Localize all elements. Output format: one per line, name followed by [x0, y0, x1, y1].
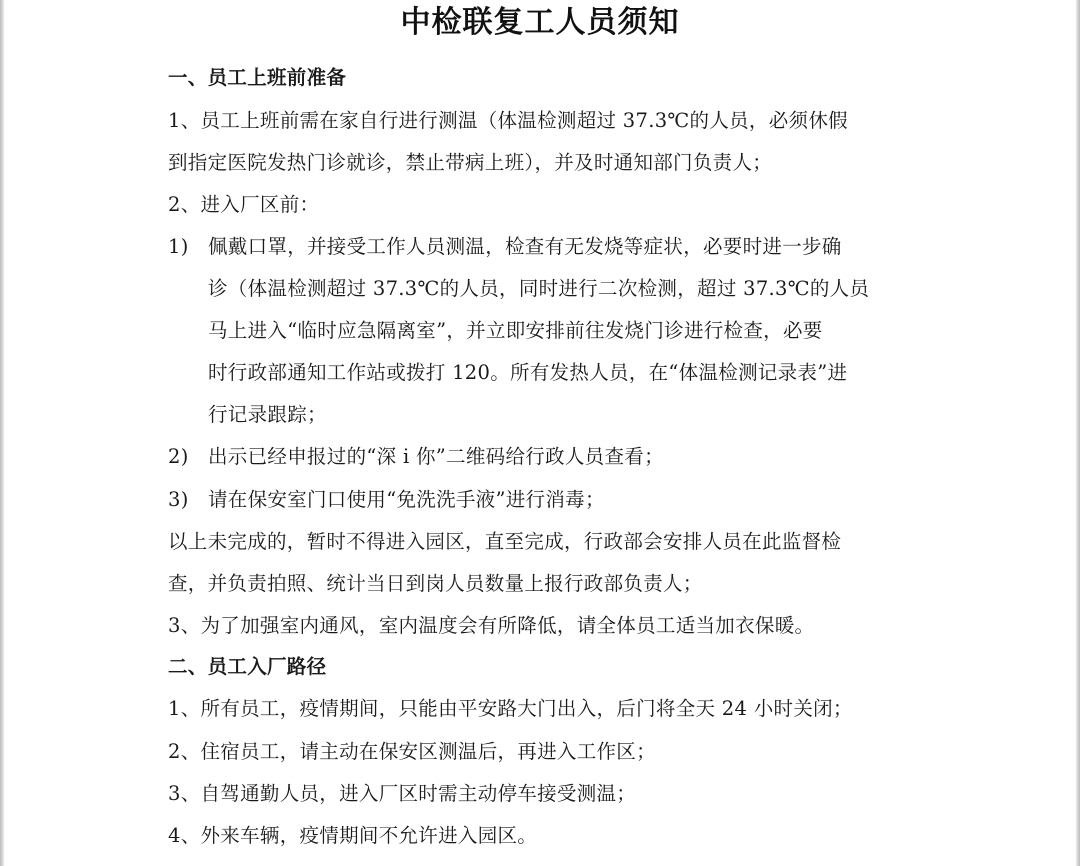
list-item: 3、自驾通勤人员，进入厂区时需主动停车接受测温； [168, 782, 637, 805]
paragraph-line: 查，并负责拍照、统计当日到岗人员数量上报行政部负责人； [168, 572, 703, 595]
list-item-ventilation: 3、为了加强室内通风，室内温度会有所降低，请全体员工适当加衣保暖。 [168, 614, 815, 637]
paragraph-line: 以上未完成的，暂时不得进入园区，直至完成，行政部会安排人员在此监督检 [168, 530, 842, 553]
sub-item-2 [168, 444, 208, 470]
paragraph-line: 行记录跟踪； [208, 403, 327, 426]
paragraph-line: 马上进入“临时应急隔离室”，并立即安排前往发烧门诊进行检查，必要 [208, 319, 823, 342]
section-heading-prework: 一、员工上班前准备 [168, 66, 347, 89]
page-edge-right [1076, 0, 1080, 866]
section-heading-entry-path: 二、员工入厂路径 [168, 655, 327, 678]
list-item-enter-factory: 2、进入厂区前： [168, 193, 320, 216]
list-item: 2、住宿员工，请主动在保安区测温后，再进入工作区； [168, 740, 656, 763]
sub-item-number: 2) [168, 445, 189, 468]
paragraph-line: 时行政部通知工作站或拨打 120。所有发热人员，在“体温检测记录表”进 [208, 361, 848, 384]
paragraph-line: 请在保安室门口使用“免洗洗手液”进行消毒； [208, 488, 605, 511]
list-item: 1、所有员工，疫情期间，只能由平安路大门出入，后门将全天 24 小时关闭； [168, 697, 853, 720]
paragraph-line: 诊（体温检测超过 37.3℃的人员，同时进行二次检测，超过 37.3℃的人员 [208, 277, 870, 300]
page-edge-left [0, 0, 4, 866]
sub-item-3 [168, 487, 208, 513]
list-item: 4、外来车辆，疫情期间不允许进入园区。 [168, 824, 538, 847]
paragraph-line: 佩戴口罩，并接受工作人员测温，检查有无发烧等症状，必要时进一步确 [208, 235, 842, 258]
sub-item-1 [168, 234, 208, 260]
paragraph-line: 1、员工上班前需在家自行进行测温（体温检测超过 37.3℃的人员，必须休假 [168, 109, 848, 132]
paragraph-line: 出示已经申报过的“深 i 你”二维码给行政人员查看； [208, 445, 664, 468]
document-title: 中检联复工人员须知 [400, 5, 680, 40]
sub-item-number: 3) [168, 488, 189, 511]
paragraph-line: 到指定医院发热门诊就诊，禁止带病上班），并及时通知部门负责人； [168, 151, 773, 174]
sub-item-number: 1) [168, 235, 189, 258]
